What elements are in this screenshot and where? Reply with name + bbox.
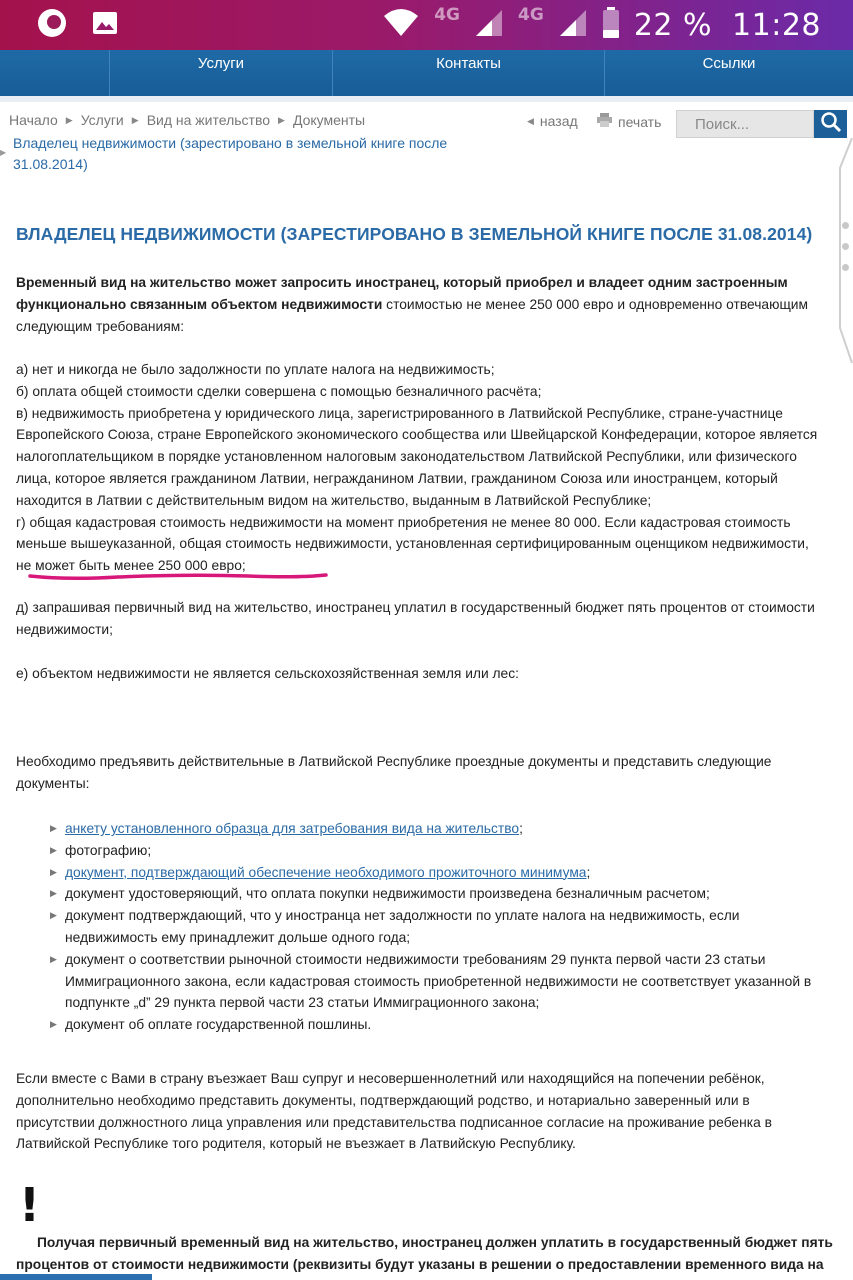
breadcrumb — [9, 112, 365, 128]
requirement-e: е) объектом недвижимости не является сельскохозяйственная земля или лес: — [16, 666, 519, 681]
bullet-icon: ▶ — [50, 844, 57, 855]
dot — [842, 222, 849, 229]
bullet-icon: ▶ — [50, 888, 57, 899]
intro-bold-2: функционально связанным объектом недвижимости — [16, 296, 383, 312]
list-item — [50, 905, 840, 949]
bullet-icon: ▶ — [50, 866, 57, 877]
note-paragraph — [16, 1232, 833, 1276]
requirement-c-cont: Европейского Союза, стране Европейского экономического сообщества или Швейцарской Конфедерации, которое является — [16, 427, 818, 443]
documents-list — [50, 818, 840, 1036]
battery-percent: 22 % — [633, 7, 713, 43]
family-paragraph — [16, 1068, 826, 1155]
breadcrumb-services[interactable]: Услуги — [80, 112, 124, 128]
item-text: документ удостоверяющий, что оплата покупки недвижимости произведена безналичным расчетом; — [65, 886, 710, 902]
signal-icon — [474, 8, 504, 43]
wifi-icon — [382, 8, 420, 43]
item-suffix: ; — [519, 821, 523, 836]
documents-intro-line-1: Необходимо предъявить действительные в Латвийской Республике проездные документы и представить следующие — [16, 754, 772, 769]
note-bold: процентов от стоимости недвижимости — [16, 1256, 290, 1272]
nav-item-home[interactable] — [0, 50, 110, 96]
documents-intro — [16, 751, 826, 795]
search-icon — [820, 111, 842, 138]
breadcrumb-residence[interactable]: Вид на жительство — [146, 112, 271, 128]
family-line: дополнительно необходимо представить документы, подтверждающий родство, и нотариально заверенный или в — [16, 1092, 750, 1108]
intro-paragraph — [16, 272, 826, 337]
list-item — [50, 862, 840, 884]
note-line-1: Получая первичный временный вид на жительство, иностранец должен уплатить в государственный бюджет пять — [37, 1235, 833, 1250]
breadcrumb-home[interactable]: Начало — [9, 112, 58, 128]
edge-dots — [842, 222, 849, 271]
documents-intro-line-2: документы: — [16, 775, 90, 791]
family-line: Латвийской Республике того родителя, который не въезжает в Латвийскую Республику. — [16, 1136, 576, 1152]
site-nav — [0, 50, 853, 96]
item-text: документ подтверждающий, что у иностранца нет задолжности по уплате налога на недвижимость, если — [65, 908, 740, 924]
firefox-icon — [34, 5, 70, 46]
scroll-indicator — [0, 1274, 152, 1280]
requirement-d-paragraph — [16, 597, 826, 641]
printer-icon — [597, 113, 612, 130]
back-link[interactable] — [527, 113, 578, 129]
triangle-right-icon: ▶ — [0, 148, 7, 157]
requirement-c-cont: налогоплательщиком в порядке установленном налоговым законодательством Латвийской Республики, или физического — [16, 449, 797, 465]
dot — [842, 264, 849, 271]
requirements-list — [16, 359, 826, 577]
list-item — [50, 949, 840, 1014]
requirement-b: б) оплата общей стоимости сделки совершена с помощью безналичного расчёта; — [16, 383, 542, 399]
intro-line-3: следующим требованиям: — [16, 318, 185, 334]
item-text: фотографию; — [65, 842, 152, 858]
battery-icon — [602, 7, 620, 44]
nav-item-services[interactable]: Услуги — [110, 50, 333, 96]
family-line: Если вместе с Вами в страну въезжает Ваш супруг и несовершеннолетний или находящийся на попечении ребёнок, — [16, 1071, 765, 1086]
print-label: печать — [618, 113, 662, 130]
nav-shadow — [0, 96, 853, 102]
breadcrumb-current[interactable]: Владелец недвижимости (зарестировано в земельной книге после 31.08.2014) — [13, 135, 448, 172]
search-input[interactable]: Поиск... — [676, 110, 814, 138]
breadcrumb-documents[interactable]: Документы — [292, 112, 366, 128]
nav-item-links[interactable]: Ссылки — [702, 55, 756, 72]
hand-drawn-underline — [28, 569, 330, 585]
clock: 11:28 — [732, 7, 821, 43]
triangle-right-icon: ▶ — [278, 114, 285, 125]
item-text: документ о соответствии рыночной стоимости недвижимости требованиям 29 пункта первой части 23 статьи — [65, 951, 766, 967]
item-text-cont: Иммиграционного закона, если кадастровая стоимость приобретенной недвижимости не соответствует указанной в — [65, 973, 812, 989]
triangle-right-icon: ▶ — [131, 114, 139, 125]
bullet-icon: ▶ — [50, 1019, 57, 1030]
subsistence-link[interactable]: документ, подтверждающий обеспечение необходимого прожиточного минимума — [65, 864, 587, 880]
requirement-c-cont: находится в Латвии с действительным видом на жительство, выданным в Латвийской Республике; — [16, 492, 652, 508]
dot — [842, 243, 849, 250]
gallery-icon — [90, 8, 120, 43]
intro-rest-2: стоимостью не менее 250 000 евро и одновременно отвечающим — [382, 296, 808, 312]
form-link[interactable]: анкету установленного образца для затребования вида на жительство — [65, 821, 520, 836]
requirement-g-cont: не может быть менее 250 000 евро; — [16, 558, 246, 574]
list-item — [50, 840, 840, 862]
requirement-c-cont: лица, которое является гражданином Латвии, негражданином Латвии, гражданином Союза или иностранцем, который — [16, 470, 778, 486]
item-suffix: ; — [586, 864, 591, 880]
bullet-icon: ▶ — [50, 910, 57, 921]
item-text-cont: подпункте „d” 29 пункта первой части 23 статьи Иммиграционного закона; — [65, 995, 540, 1011]
network-type-label: 4G — [434, 5, 461, 25]
requirement-g-cont: меньше вышеуказанной, общая стоимость недвижимости, установленная сертифицированным оценщиком недвижимости, — [16, 536, 809, 552]
signal-icon-2 — [558, 8, 588, 43]
list-item — [50, 1014, 840, 1036]
requirement-a: а) нет и никогда не было задолжности по уплате налога на недвижимость; — [16, 362, 495, 377]
list-item — [50, 818, 840, 840]
nav-item-contacts[interactable]: Контакты — [333, 50, 605, 96]
list-item — [50, 883, 840, 905]
requirement-g: г) общая кадастровая стоимость недвижимости на момент приобретения не менее 80 000. Если кадастровая стоимость — [16, 514, 791, 530]
requirement-c: в) недвижимость приобретена у юридического лица, зарегистрированного в Латвийской Республике, стране-участнице — [16, 405, 783, 421]
requirement-d-cont: недвижимости; — [16, 621, 113, 637]
network-type-label-2: 4G — [518, 5, 544, 25]
triangle-right-icon: ▶ — [65, 114, 73, 125]
search-button[interactable] — [814, 110, 847, 138]
item-text-cont: недвижимость ему принадлежит дольше одного года; — [65, 929, 411, 945]
family-line: присутствии должностного лица управления или представительства подписанное согласие на проживание ребенка в — [16, 1114, 772, 1130]
item-text: документ об оплате государственной пошлины. — [65, 1017, 372, 1033]
page-title: ВЛАДЕЛЕЦ НЕДВИЖИМОСТИ (ЗАРЕСТИРОВАНО В ЗЕМЕЛЬНОЙ КНИГЕ ПОСЛЕ 31.08.2014) — [16, 224, 813, 244]
intro-line-1: Временный вид на жительство может запросить иностранец, который приобрел и владеет одним застроенным — [16, 275, 788, 290]
back-arrow-icon: ◀ — [527, 115, 534, 126]
back-label: назад — [539, 113, 578, 129]
bullet-icon: ▶ — [50, 953, 57, 964]
print-link[interactable] — [597, 113, 661, 130]
exclamation-icon: ! — [19, 1178, 40, 1232]
note-rest: (реквизиты будут указаны в решении о предоставлении временного вида на — [289, 1256, 824, 1272]
status-bar — [0, 0, 853, 50]
requirement-d: д) запрашивая первичный вид на жительство, иностранец уплатил в государственный бюджет пять процентов от стоимости — [16, 600, 815, 615]
bullet-icon: ▶ — [50, 823, 57, 833]
